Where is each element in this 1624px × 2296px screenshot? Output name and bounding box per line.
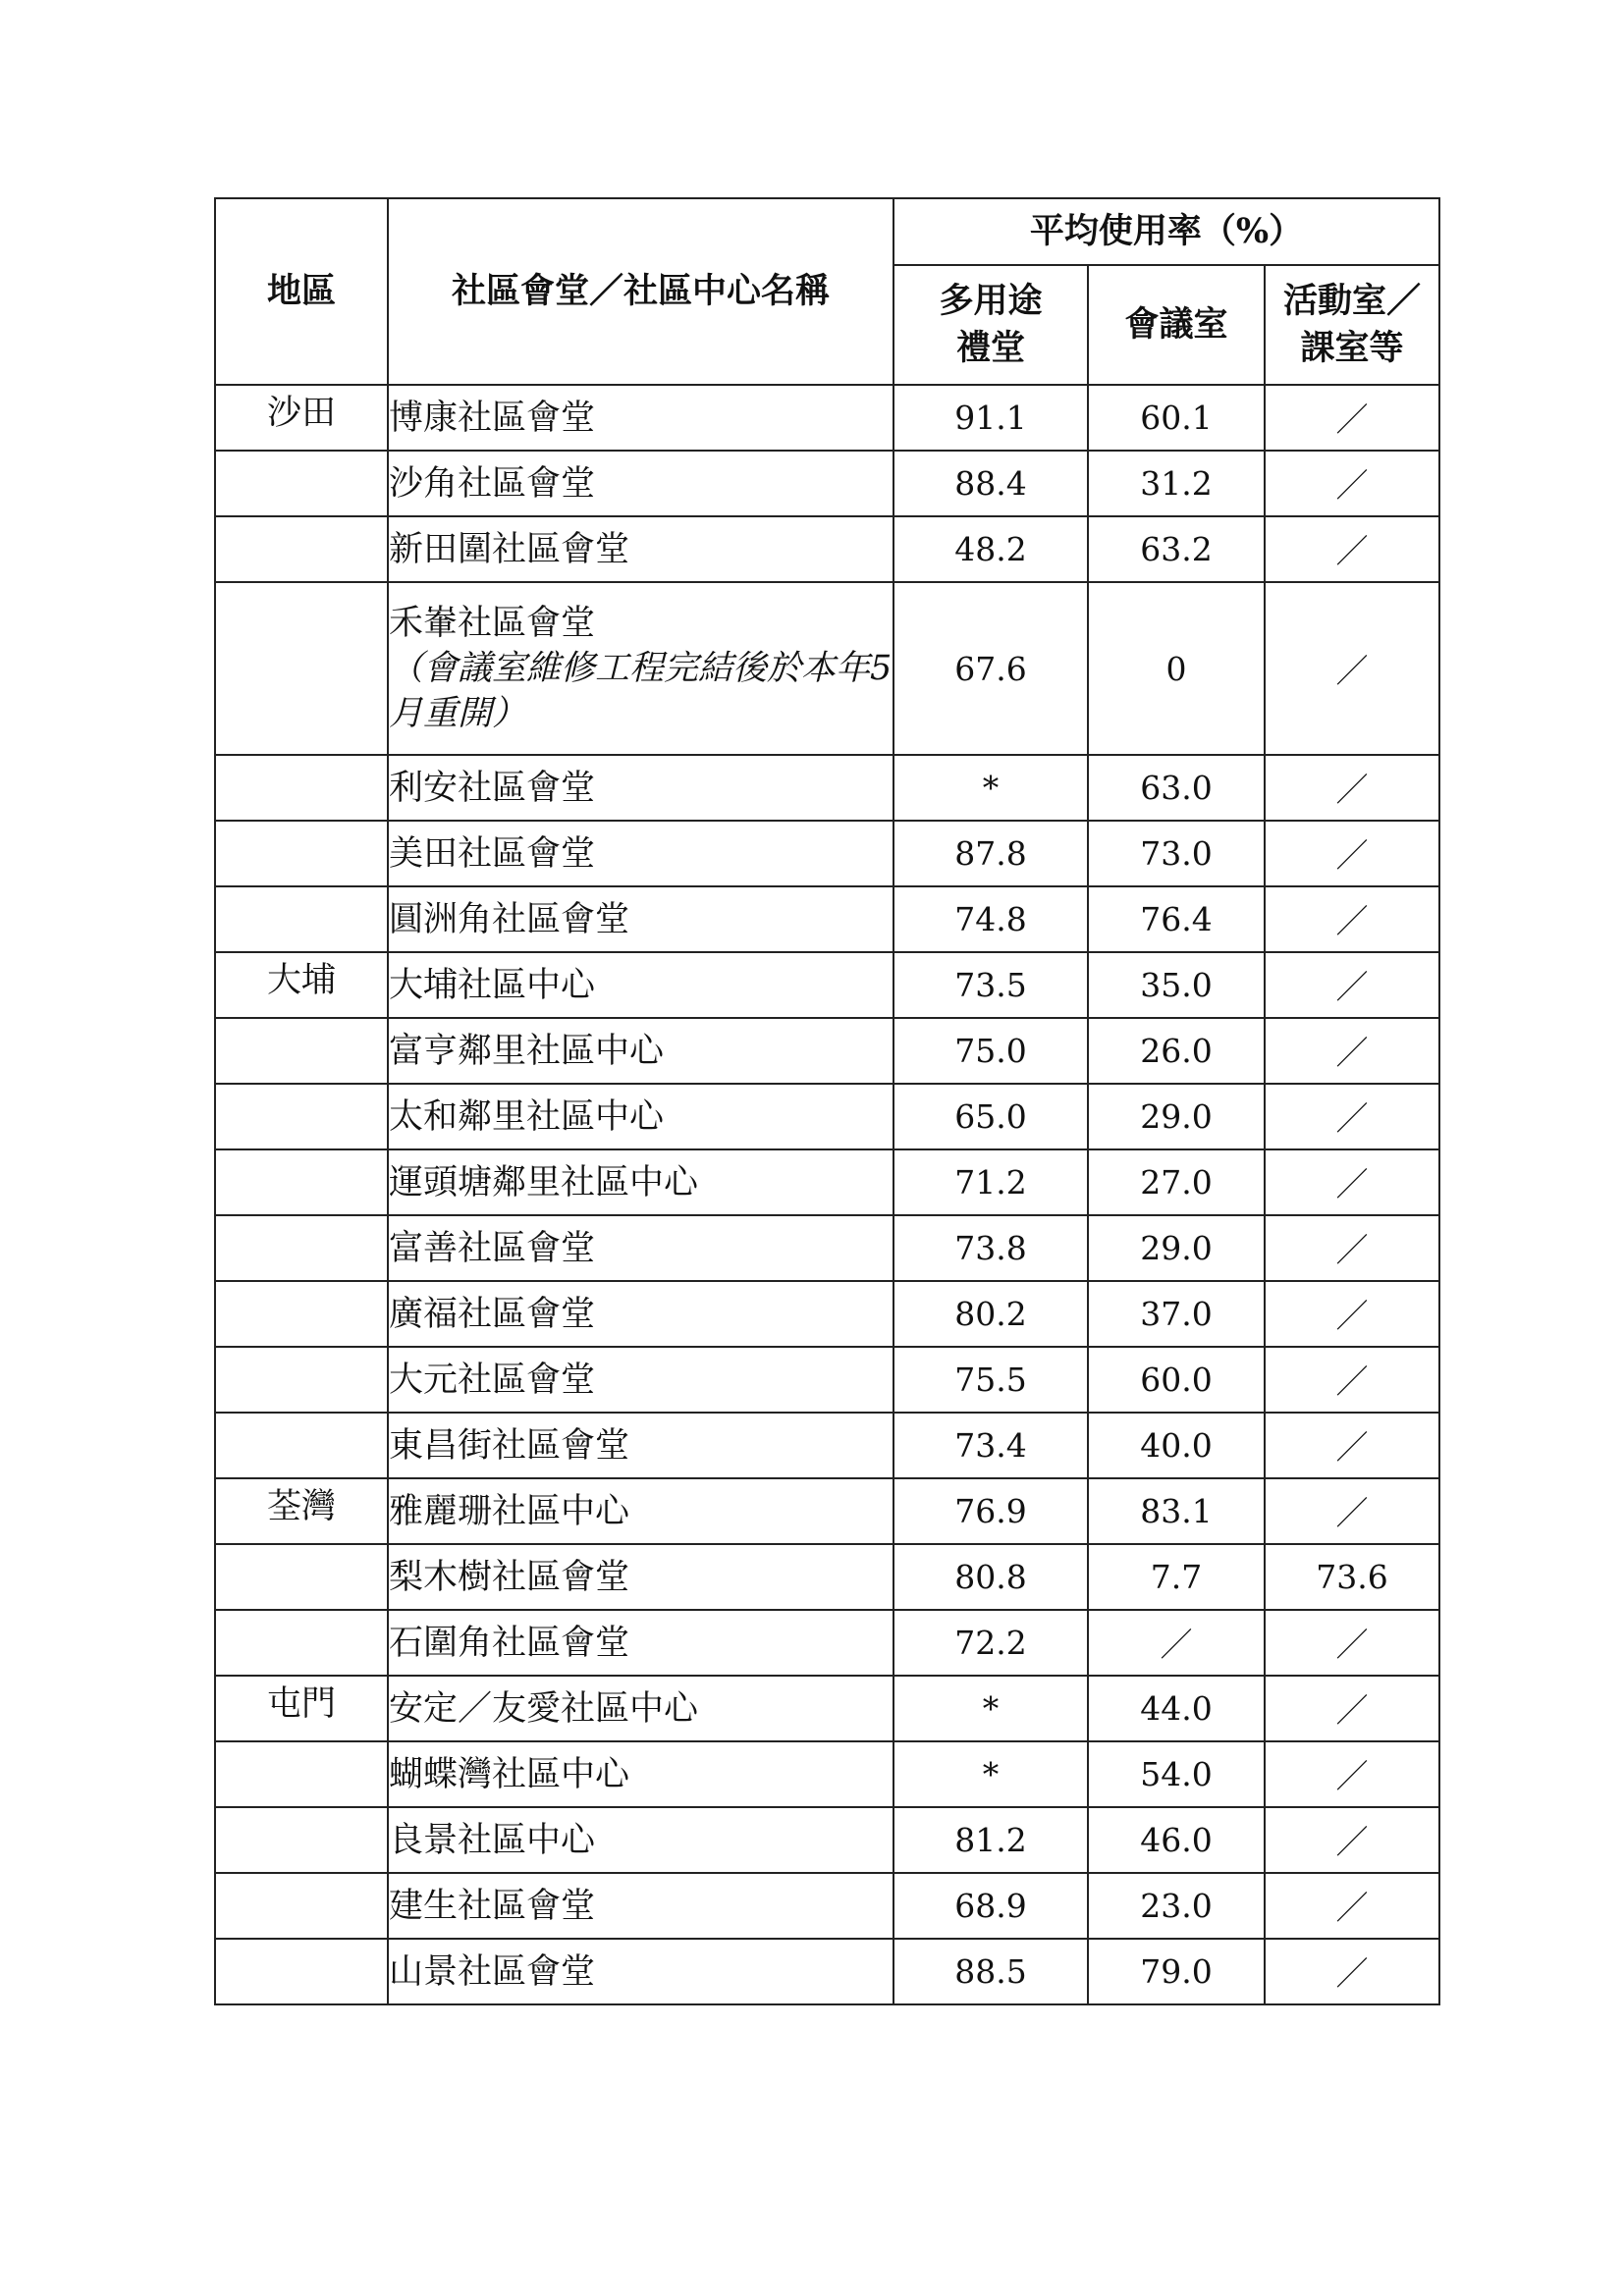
header-rate-group: 平均使用率（%） [893,198,1439,265]
multi-purpose-hall-rate: 67.6 [893,582,1088,755]
venue-name-cell [388,821,893,886]
activity-room-rate: ／ [1265,1347,1439,1413]
meeting-room-rate: 23.0 [1088,1873,1265,1939]
table-row [215,886,1439,952]
district-cell [215,582,388,755]
multi-purpose-hall-rate: 73.5 [893,952,1088,1018]
meeting-room-rate: 26.0 [1088,1018,1265,1084]
meeting-room-rate: 83.1 [1088,1478,1265,1544]
venue-name: 大元社區會堂 [389,1360,596,1400]
venue-name: 富善社區會堂 [389,1228,596,1268]
activity-room-rate: ／ [1265,451,1439,516]
venue-name: 圓洲角社區會堂 [389,899,630,939]
table-row [215,516,1439,582]
venue-name: 建生社區會堂 [389,1886,596,1926]
venue-name-cell [388,1873,893,1939]
multi-purpose-hall-rate: * [893,755,1088,821]
district-cell [215,1084,388,1149]
district-cell [215,1741,388,1807]
activity-room-rate: ／ [1265,1873,1439,1939]
multi-purpose-hall-rate: 73.4 [893,1413,1088,1478]
venue-name-cell [388,1807,893,1873]
table-row [215,1741,1439,1807]
venue-name: 禾輋社區會堂 [389,604,596,643]
venue-name: 廣福社區會堂 [389,1294,596,1334]
multi-purpose-hall-rate: 75.5 [893,1347,1088,1413]
meeting-room-rate: 63.2 [1088,516,1265,582]
table-row [215,952,1439,1018]
activity-room-rate: ／ [1265,516,1439,582]
meeting-room-rate: 35.0 [1088,952,1265,1018]
activity-room-rate: ／ [1265,952,1439,1018]
district-cell [215,755,388,821]
district-cell [215,1018,388,1084]
venue-name: 蝴蝶灣社區中心 [389,1754,630,1794]
activity-room-rate: ／ [1265,1018,1439,1084]
district-cell [215,451,388,516]
venue-name: 安定／友愛社區中心 [389,1688,699,1729]
activity-room-rate: ／ [1265,1741,1439,1807]
multi-purpose-hall-rate: 72.2 [893,1610,1088,1676]
multi-purpose-hall-rate: * [893,1741,1088,1807]
multi-purpose-hall-rate: 80.2 [893,1281,1088,1347]
activity-room-rate: ／ [1265,1610,1439,1676]
venue-name-cell [388,1610,893,1676]
meeting-room-rate: 73.0 [1088,821,1265,886]
venue-name: 石圍角社區會堂 [389,1623,630,1663]
header-activity-room: 活動室／課室等 [1265,265,1439,385]
activity-room-rate: ／ [1265,886,1439,952]
venue-name: 雅麗珊社區中心 [389,1491,630,1531]
table-row [215,1873,1439,1939]
header-district: 地區 [215,198,388,385]
activity-room-rate: ／ [1265,1281,1439,1347]
venue-name-cell [388,1347,893,1413]
meeting-room-rate: 60.0 [1088,1347,1265,1413]
activity-room-rate: ／ [1265,1478,1439,1544]
multi-purpose-hall-rate: 71.2 [893,1149,1088,1215]
venue-note: （會議室維修工程完結後於本年5月重開） [389,649,893,733]
meeting-room-rate: 37.0 [1088,1281,1265,1347]
multi-purpose-hall-rate: 75.0 [893,1018,1088,1084]
venue-name-cell [388,1544,893,1610]
usage-rate-table [214,197,1440,2005]
activity-room-rate: ／ [1265,1149,1439,1215]
meeting-room-rate: 29.0 [1088,1084,1265,1149]
multi-purpose-hall-rate: 87.8 [893,821,1088,886]
meeting-room-rate: 0 [1088,582,1265,755]
district-cell: 沙田 [215,385,388,451]
venue-name: 良景社區中心 [389,1820,596,1860]
multi-purpose-hall-rate: 48.2 [893,516,1088,582]
meeting-room-rate: 44.0 [1088,1676,1265,1741]
meeting-room-rate: 79.0 [1088,1939,1265,2004]
activity-room-rate: ／ [1265,1807,1439,1873]
header-multi-purpose-hall: 多用途禮堂 [893,265,1088,385]
district-cell [215,1873,388,1939]
venue-name-cell [388,1413,893,1478]
header-name: 社區會堂／社區中心名稱 [388,198,893,385]
table-row [215,1807,1439,1873]
meeting-room-rate: 46.0 [1088,1807,1265,1873]
district-cell [215,1215,388,1281]
venue-name-cell [388,1149,893,1215]
venue-name: 沙角社區會堂 [389,463,596,504]
venue-name-cell [388,952,893,1018]
venue-name-cell [388,1018,893,1084]
venue-name-cell [388,1741,893,1807]
table-row [215,1544,1439,1610]
district-cell: 大埔 [215,952,388,1018]
venue-name: 富亨鄰里社區中心 [389,1031,665,1071]
multi-purpose-hall-rate: 74.8 [893,886,1088,952]
venue-name-cell [388,385,893,451]
multi-purpose-hall-rate: 88.4 [893,451,1088,516]
multi-purpose-hall-rate: 68.9 [893,1873,1088,1939]
table-row [215,1478,1439,1544]
multi-purpose-hall-rate: 88.5 [893,1939,1088,2004]
activity-room-rate: ／ [1265,1084,1439,1149]
activity-room-rate: ／ [1265,755,1439,821]
district-cell [215,1544,388,1610]
activity-room-rate: ／ [1265,1939,1439,2004]
district-cell: 荃灣 [215,1478,388,1544]
venue-name: 美田社區會堂 [389,833,596,874]
meeting-room-rate: 7.7 [1088,1544,1265,1610]
multi-purpose-hall-rate: * [893,1676,1088,1741]
table-row [215,821,1439,886]
district-cell [215,1149,388,1215]
table-header [215,198,1439,385]
venue-name: 山景社區會堂 [389,1951,596,1992]
venue-name-cell [388,451,893,516]
district-cell [215,1347,388,1413]
district-cell [215,516,388,582]
activity-room-rate: ／ [1265,1676,1439,1741]
venue-name-cell [388,1478,893,1544]
table-row [215,1018,1439,1084]
venue-name-cell [388,1676,893,1741]
table-row [215,1215,1439,1281]
venue-name-cell [388,886,893,952]
table-row [215,385,1439,451]
venue-name-cell [388,1939,893,2004]
table-row [215,1347,1439,1413]
venue-name: 東昌街社區會堂 [389,1425,630,1466]
multi-purpose-hall-rate: 76.9 [893,1478,1088,1544]
venue-name-cell [388,1084,893,1149]
venue-name: 博康社區會堂 [389,398,596,438]
meeting-room-rate: ／ [1088,1610,1265,1676]
venue-name: 運頭塘鄰里社區中心 [389,1162,699,1202]
district-cell [215,1610,388,1676]
venue-name-cell [388,516,893,582]
district-cell [215,1939,388,2004]
table-row [215,582,1439,755]
table-row [215,1939,1439,2004]
activity-room-rate: ／ [1265,821,1439,886]
venue-name-cell [388,755,893,821]
activity-room-rate: ／ [1265,385,1439,451]
venue-name: 梨木樹社區會堂 [389,1557,630,1597]
activity-room-rate: 73.6 [1265,1544,1439,1610]
meeting-room-rate: 76.4 [1088,886,1265,952]
district-cell [215,1413,388,1478]
meeting-room-rate: 63.0 [1088,755,1265,821]
activity-room-rate: ／ [1265,1215,1439,1281]
district-cell: 屯門 [215,1676,388,1741]
multi-purpose-hall-rate: 80.8 [893,1544,1088,1610]
activity-room-rate: ／ [1265,1413,1439,1478]
table-row [215,451,1439,516]
multi-purpose-hall-rate: 81.2 [893,1807,1088,1873]
table-body [215,385,1439,2004]
venue-name-cell [388,1281,893,1347]
header-meeting-room: 會議室 [1088,265,1265,385]
multi-purpose-hall-rate: 65.0 [893,1084,1088,1149]
district-cell [215,1281,388,1347]
table-row [215,1610,1439,1676]
table-row [215,755,1439,821]
meeting-room-rate: 29.0 [1088,1215,1265,1281]
district-cell [215,1807,388,1873]
district-cell [215,886,388,952]
venue-name: 利安社區會堂 [389,768,596,808]
venue-name-cell [388,1215,893,1281]
table-row [215,1149,1439,1215]
meeting-room-rate: 54.0 [1088,1741,1265,1807]
table-row [215,1281,1439,1347]
activity-room-rate: ／ [1265,582,1439,755]
multi-purpose-hall-rate: 91.1 [893,385,1088,451]
meeting-room-rate: 40.0 [1088,1413,1265,1478]
venue-name: 大埔社區中心 [389,965,596,1005]
meeting-room-rate: 31.2 [1088,451,1265,516]
district-cell [215,821,388,886]
table-row [215,1084,1439,1149]
venue-name: 太和鄰里社區中心 [389,1096,665,1137]
table-row [215,1413,1439,1478]
multi-purpose-hall-rate: 73.8 [893,1215,1088,1281]
meeting-room-rate: 60.1 [1088,385,1265,451]
venue-name-cell [388,582,893,755]
table-row [215,1676,1439,1741]
meeting-room-rate: 27.0 [1088,1149,1265,1215]
venue-name: 新田圍社區會堂 [389,529,630,569]
